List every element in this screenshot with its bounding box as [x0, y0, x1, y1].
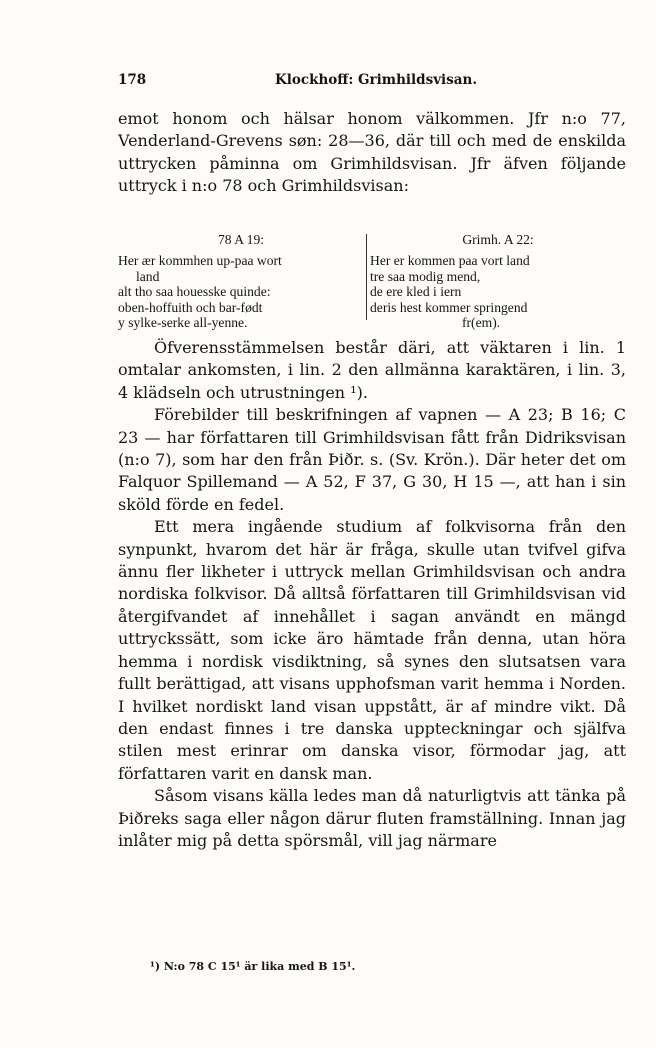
page-number: 178 — [118, 72, 147, 88]
paragraph: Ett mera ingående studium af folkvisorna från den synpunkt, hvarom det här är fråga, skulle utan tvifvel gifva ännu fler likheter i uttryck mellan Grimhildsvisan och andra nordiska folkvisor. Då alltså författaren till Grimhildsvisan vid återgifvandet af innehållet i sagan användt en mängd uttryckssätt, som icke äro hämtade från denna, utan höra hemma i nordisk visdiktning, så synes den slutsatsen vara fullt berättigad, att visans upphofsman varit hemma i Norden. I hvilket nordiskt land visan uppstått, är af mindre vikt. Då den endast finnes i tre danska uppteckningar och själfva stilen mest erinrar om danska visor, förmodar jag, att författaren varit en dansk man. — [118, 517, 626, 783]
paragraph: Öfverensstämmelsen består däri, att väktaren i lin. 1 omtalar ankomsten, i lin. 2 den allmänna karaktären, i lin. 3, 4 klädseln och utrustningen ¹). — [118, 338, 626, 402]
footnote: ¹) N:o 78 C 15¹ är lika med B 15¹. — [150, 960, 356, 973]
verse-line: deris hest kommer springend — [370, 299, 528, 315]
verse-right-column — [370, 232, 626, 330]
verse-line: oben-hoffuith och bar-født — [118, 299, 263, 315]
page-header — [118, 72, 626, 92]
verse-line: y sylke-serke all-yenne. — [118, 315, 248, 331]
paragraph: Såsom visans källa ledes man då naturligtvis att tänka på Þiðreks saga eller någon därur fluten framställning. Innan jag inlåter mig på detta spörsmål, vill jag närmare — [118, 786, 626, 850]
column-divider — [366, 234, 367, 320]
verse-left-column — [118, 232, 364, 330]
body-text — [118, 337, 626, 852]
verse-left-title: 78 A 19: — [217, 232, 265, 247]
paragraph: Förebilder till beskrifningen af vapnen — A 23; B 16; C 23 — har författaren till Grimhildsvisan fått från Didriksvisan (n:o 7), som har den från Þiðr. s. (Sv. Krön.). Där heter det om Falquor Spillemand — A 52, F 37, G 30, H 15 —, att han i sin sköld förde en fedel. — [118, 405, 626, 514]
verse-line: Her ær kommhen up-paa wort — [118, 253, 282, 269]
verse-line: land — [136, 268, 160, 284]
verse-line: tre saa modig mend, — [370, 268, 481, 284]
verse-line: alt tho saa houesske quinde: — [118, 284, 271, 300]
verse-comparison — [118, 232, 626, 331]
verse-line: Her er kommen paa vort land — [370, 253, 530, 269]
intro-paragraph: emot honom och hälsar honom välkommen. Jfr n:o 77, Venderland-Grevens søn: 28—36, där till och med de enskilda uttrycken påminna om Grimhildsvisan. Jfr äfven följande uttryck i n:o 78 och Grimhildsvisan: — [118, 109, 626, 196]
verse-line: fr(em). — [462, 315, 501, 331]
verse-line: de ere kled i iern — [370, 284, 462, 300]
verse-right-title: Grimh. A 22: — [462, 232, 534, 247]
running-title: Klockhoff: Grimhildsvisan. — [275, 72, 478, 88]
